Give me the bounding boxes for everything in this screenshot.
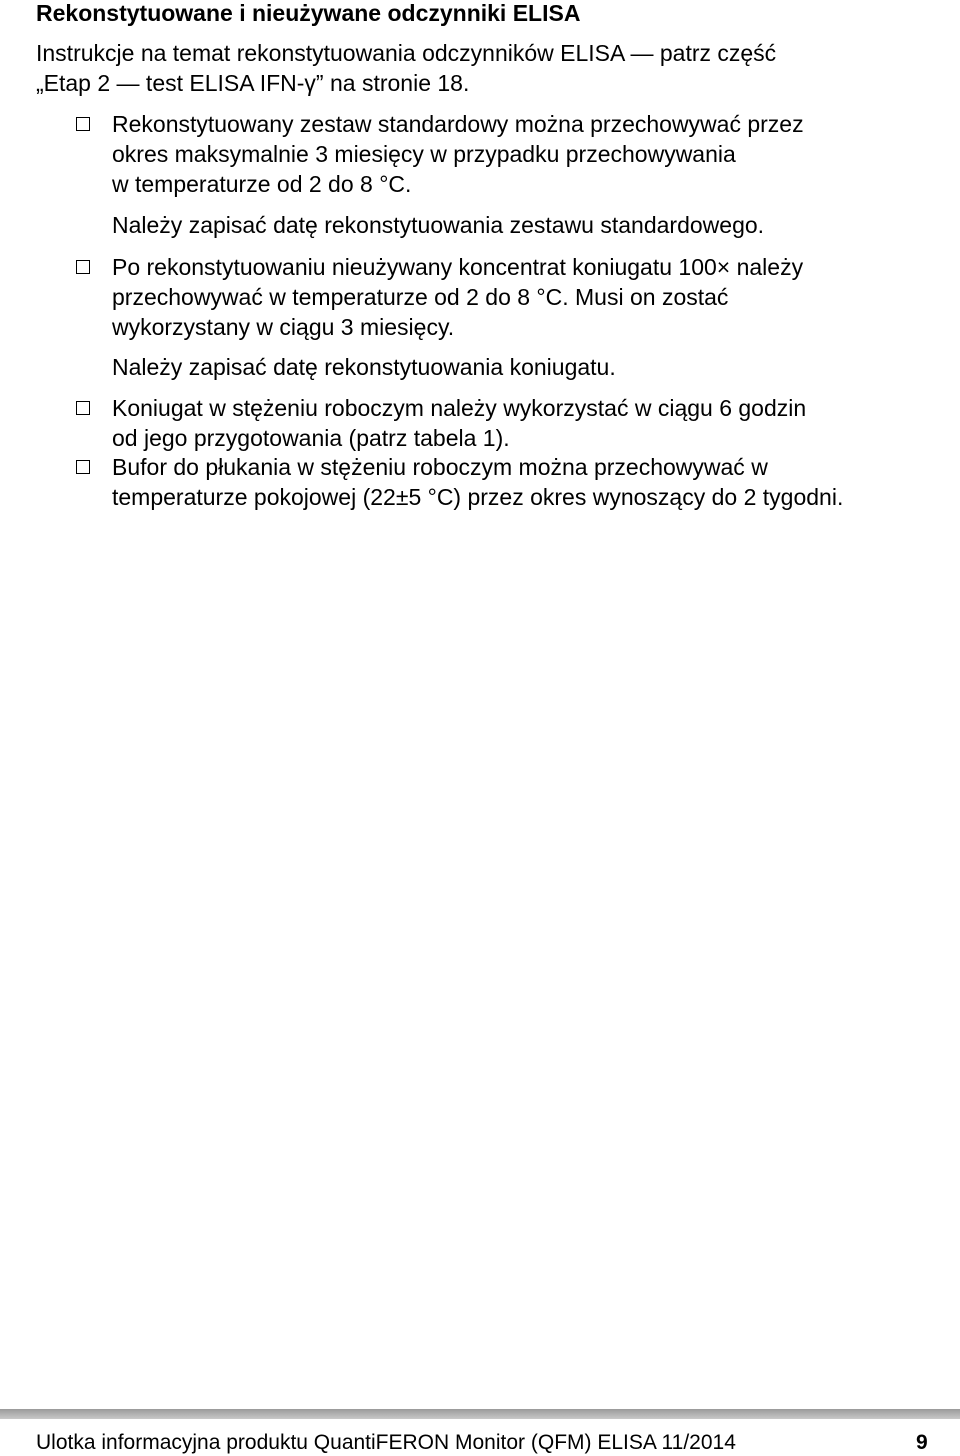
list-item-line: Rekonstytuowany zestaw standardowy można przechowywać przez [112,111,804,137]
list-item [112,109,932,199]
list-item-line: od jego przygotowania (patrz tabela 1). [112,425,510,451]
list-item [112,393,932,453]
list-item-line: w temperaturze od 2 do 8 °C. [112,171,412,197]
list-item-line: Po rekonstytuowaniu nieużywany koncentrat koniugatu 100× należy [112,254,804,280]
list-item-line: przechowywać w temperaturze od 2 do 8 °C. Musi on zostać [112,284,729,310]
intro-line: „Etap 2 — test ELISA IFN-γ” na stronie 18. [36,70,470,96]
section-heading: Rekonstytuowane i nieużywane odczynniki ELISA [36,0,581,26]
list-item-line: wykorzystany w ciągu 3 miesięcy. [112,314,455,340]
intro-paragraph [36,38,916,98]
intro-line: Instrukcje na temat rekonstytuowania odczynników ELISA — patrz część [36,40,777,66]
bullet-square-icon [76,117,90,131]
list-item-line: Bufor do płukania w stężeniu roboczym można przechowywać w [112,454,768,480]
page-number: 9 [916,1431,928,1454]
footer-text: Ulotka informacyjna produktu QuantiFERON Monitor (QFM) ELISA 11/2014 [36,1431,736,1454]
bullet-square-icon [76,260,90,274]
list-item-line: okres maksymalnie 3 miesięcy w przypadku przechowywania [112,141,736,167]
list-item-line: temperaturze pokojowej (22±5 °C) przez okres wynoszący do 2 tygodni. [112,484,844,510]
list-item-line: Koniugat w stężeniu roboczym należy wykorzystać w ciągu 6 godzin [112,395,807,421]
list-item-note: Należy zapisać datę rekonstytuowania koniugatu. [112,354,616,380]
list-item [112,252,932,342]
bullet-square-icon [76,460,90,474]
list-item-note: Należy zapisać datę rekonstytuowania zestawu standardowego. [112,212,765,238]
list-item [112,452,932,512]
bullet-square-icon [76,401,90,415]
footer-divider [0,1409,960,1419]
